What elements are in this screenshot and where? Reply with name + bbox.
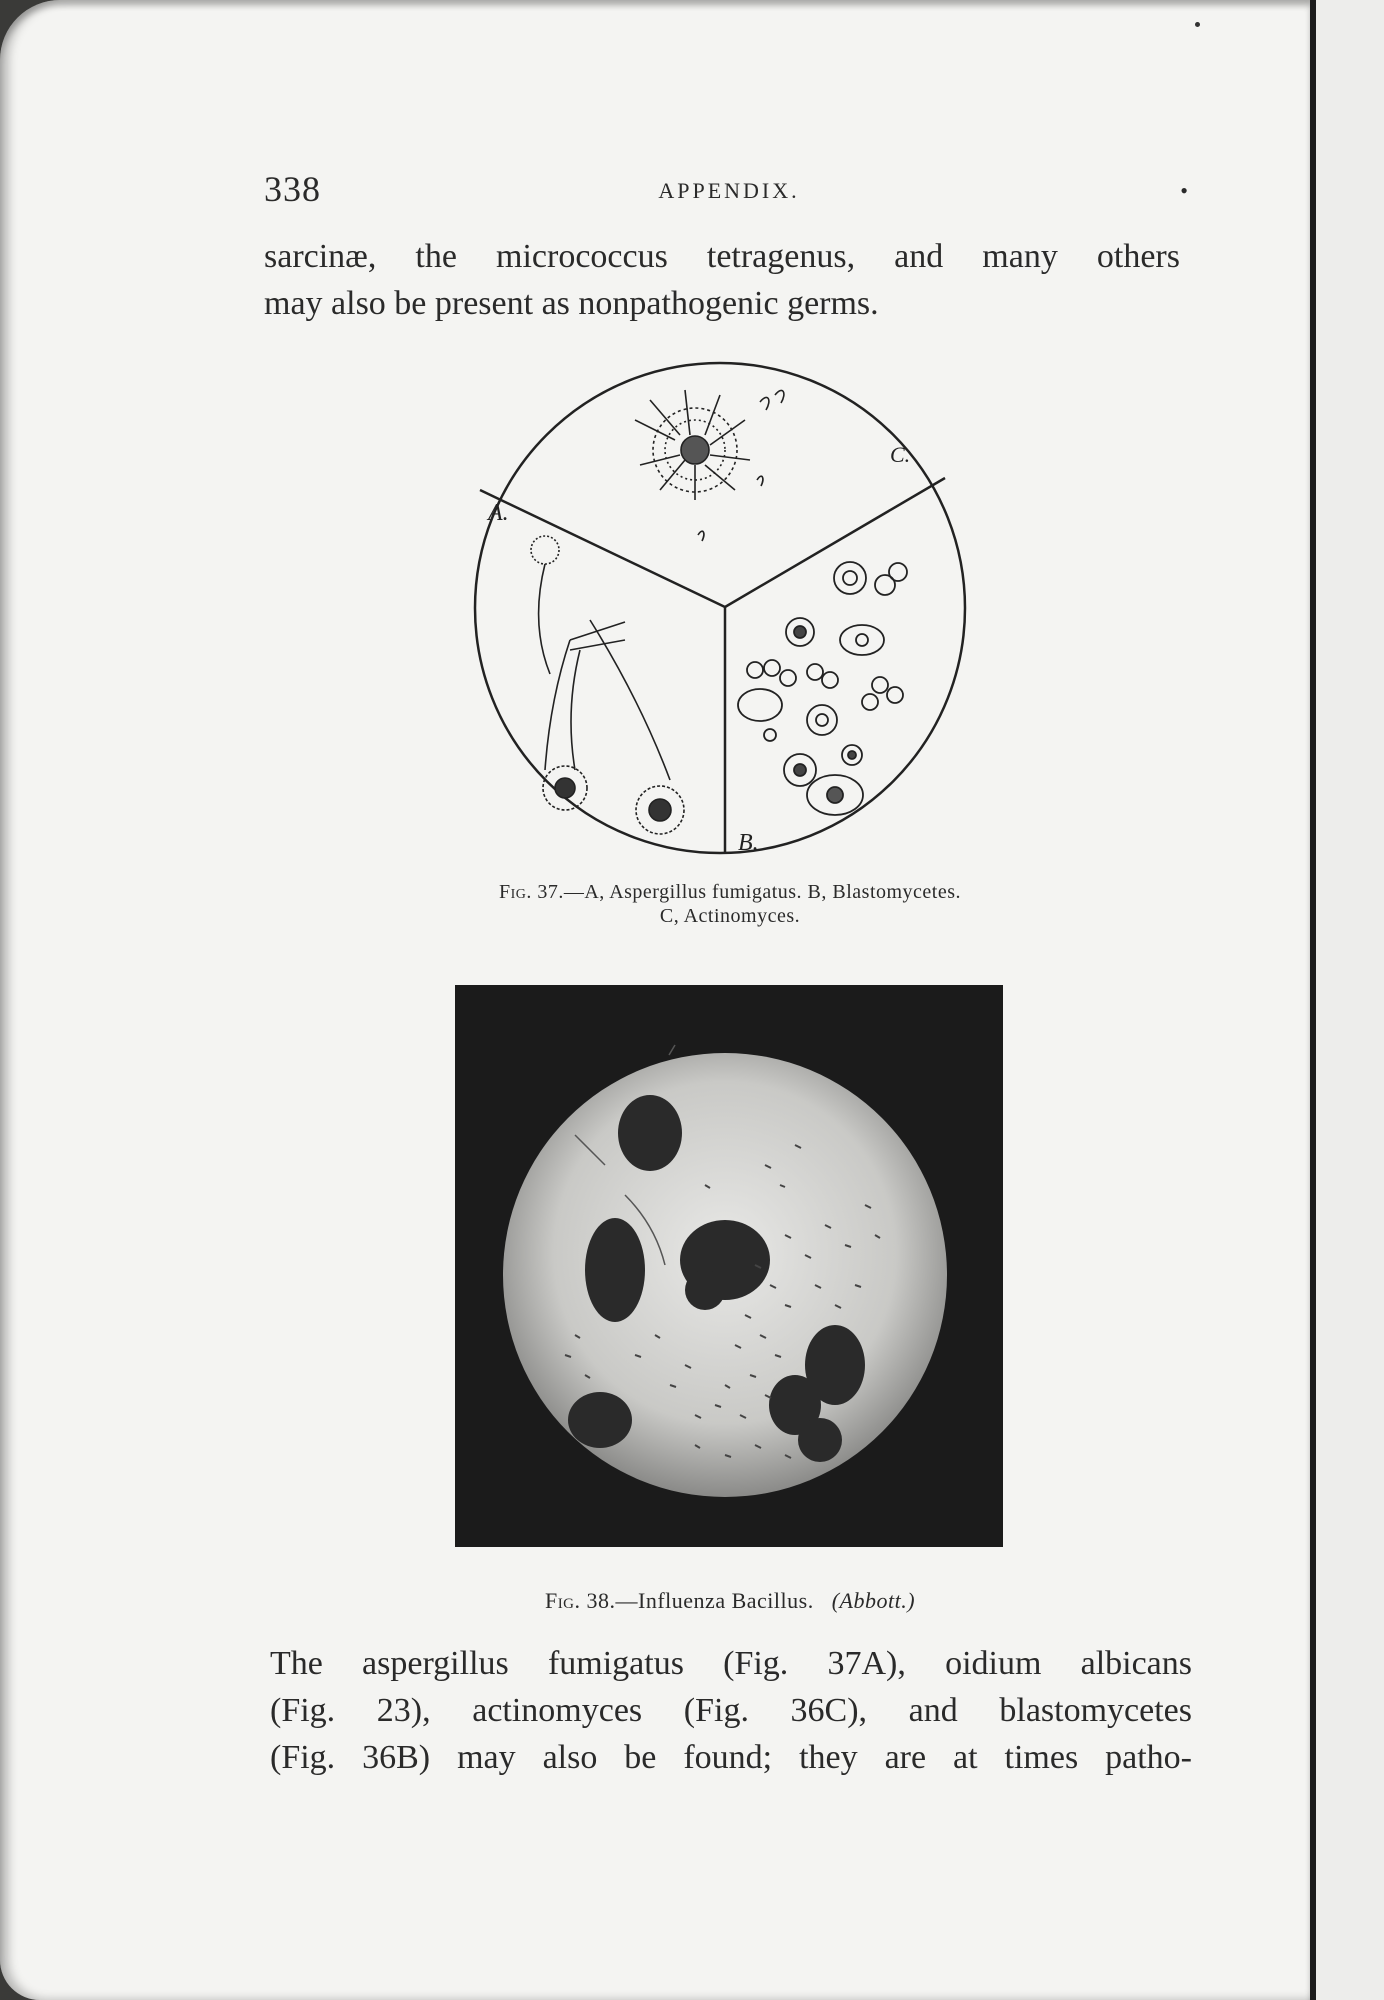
figure-38-caption-prefix: Fig. 38.	[544, 1588, 616, 1613]
text-line: (Fig. 36B) may also be found; they are at times patho-	[270, 1739, 1192, 1776]
paragraph-bottom	[270, 1640, 1192, 1781]
figure-37-caption-prefix: Fig. 37.	[498, 881, 564, 903]
blastomycetes-drawing	[738, 562, 907, 815]
page-header	[264, 168, 1194, 212]
figure-37-outer-circle	[475, 363, 965, 853]
divider-a	[480, 490, 725, 607]
figure-37-caption	[370, 880, 1090, 928]
figure-37-illustration	[470, 350, 970, 870]
figure-37-caption-line2: C, Actinomyces.	[659, 905, 801, 927]
text-line: may also be present as nonpathogenic germs.	[264, 285, 879, 322]
text-line: The aspergillus fumigatus (Fig. 37A), oidium albicans	[270, 1645, 1192, 1682]
actinomyces-drawing	[635, 390, 784, 541]
running-head: APPENDIX.	[658, 178, 800, 203]
paragraph-top	[264, 233, 1180, 327]
divider-c	[725, 478, 945, 607]
page-number: 338	[264, 169, 321, 209]
figure-37-label-c: C.	[890, 442, 911, 467]
text-line: (Fig. 23), actinomyces (Fig. 36C), and blastomycetes	[270, 1692, 1192, 1729]
header-dot: •	[1180, 178, 1188, 203]
stray-mark	[1195, 22, 1200, 27]
figure-38-photomicrograph	[455, 985, 1003, 1547]
figure-37-label-a: A.	[488, 500, 509, 526]
facing-page-edge	[1316, 0, 1384, 2000]
figure-38-caption	[370, 1588, 1090, 1614]
figure-38-caption-credit: (Abbott.)	[831, 1588, 916, 1613]
figure-38-caption-text: —Influenza Bacillus.	[615, 1588, 814, 1613]
figure-37-label-b: B.	[738, 830, 759, 856]
figure-37-caption-text: —A, Aspergillus fumigatus. B, Blastomycetes.	[563, 881, 962, 903]
text-line: sarcinæ, the micrococcus tetragenus, and many others	[264, 238, 1180, 275]
figure-37-caption-line1	[370, 880, 1090, 904]
